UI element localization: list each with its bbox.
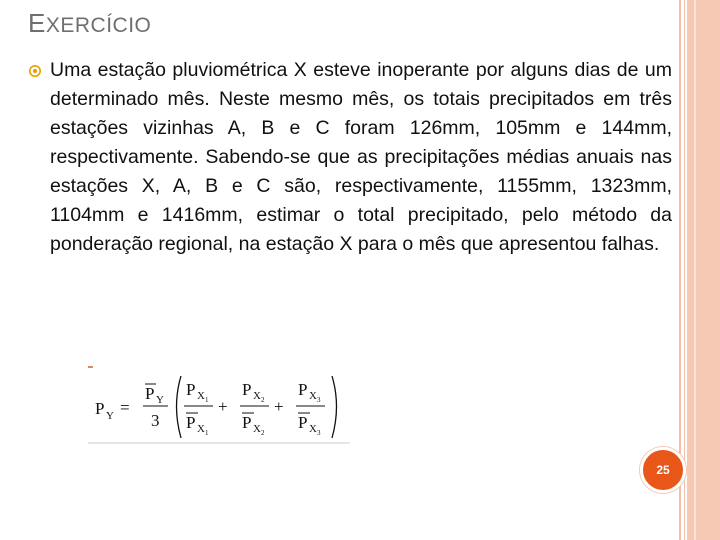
formula: [88, 362, 350, 444]
slide-title: [28, 8, 151, 39]
term-2-numerator-sub: X: [253, 390, 261, 402]
formula-lhs-sub: Y: [106, 410, 114, 422]
formula-equals: =: [120, 398, 130, 417]
term-3-denominator: P: [298, 413, 308, 432]
coef-denominator: 3: [151, 411, 160, 430]
coef-numerator-sub: Y: [156, 394, 164, 406]
term-1-denominator: P: [186, 413, 196, 432]
title-initial: E: [28, 8, 46, 38]
term-3-denominator-sub: X: [309, 423, 317, 435]
plus-sign: +: [218, 397, 228, 416]
formula-lhs: P: [95, 399, 105, 418]
left-parenthesis: [177, 376, 182, 438]
term-2-denominator: P: [242, 413, 252, 432]
term-3-numerator-subsub: 3: [317, 396, 321, 404]
title-rest: XERCÍCIO: [45, 14, 152, 37]
coef-numerator: P: [145, 384, 155, 403]
decorative-line: [694, 0, 696, 540]
plus-sign: +: [274, 397, 284, 416]
decorative-side-band: [687, 0, 720, 540]
term-1-denominator-sub: X: [197, 423, 205, 435]
bullet-list: [28, 56, 672, 279]
term-2-numerator: P: [242, 380, 252, 399]
term-2-denominator-sub: X: [253, 423, 261, 435]
term-2-denominator-subsub: 2: [261, 429, 265, 437]
term-2-numerator-subsub: 2: [261, 396, 265, 404]
term-1-numerator: P: [186, 380, 196, 399]
term-1-numerator-subsub: 1: [205, 396, 209, 404]
page-number-badge: 25: [640, 447, 686, 493]
term-3-numerator-sub: X: [309, 390, 317, 402]
formula-image: [88, 362, 350, 444]
term-1-denominator-subsub: 1: [205, 429, 209, 437]
term-1-numerator-sub: X: [197, 390, 205, 402]
term-3-denominator-subsub: 3: [317, 429, 321, 437]
bullet-icon: [28, 64, 42, 78]
term-3-numerator: P: [298, 380, 308, 399]
formula-baseline: [88, 442, 350, 444]
decorative-line: [684, 0, 685, 540]
bullet-text: Uma estação pluviométrica X esteve inoperante por alguns dias de um determinado mês. Neste mesmo mês, os totais precipitados em três estações vizinhas A, B e C foram 126mm, 105mm e 144mm, respectivamente. Sabendo-se que as precipitações médias anuais nas estações X, A, B e C são, respectivamente, 1155mm, 1323mm, 1104mm e 1416mm, estimar o total precipitado, pelo método da ponderação regional, na estação X para o mês que apresentou falhas.: [50, 59, 672, 255]
right-parenthesis: [332, 376, 337, 438]
